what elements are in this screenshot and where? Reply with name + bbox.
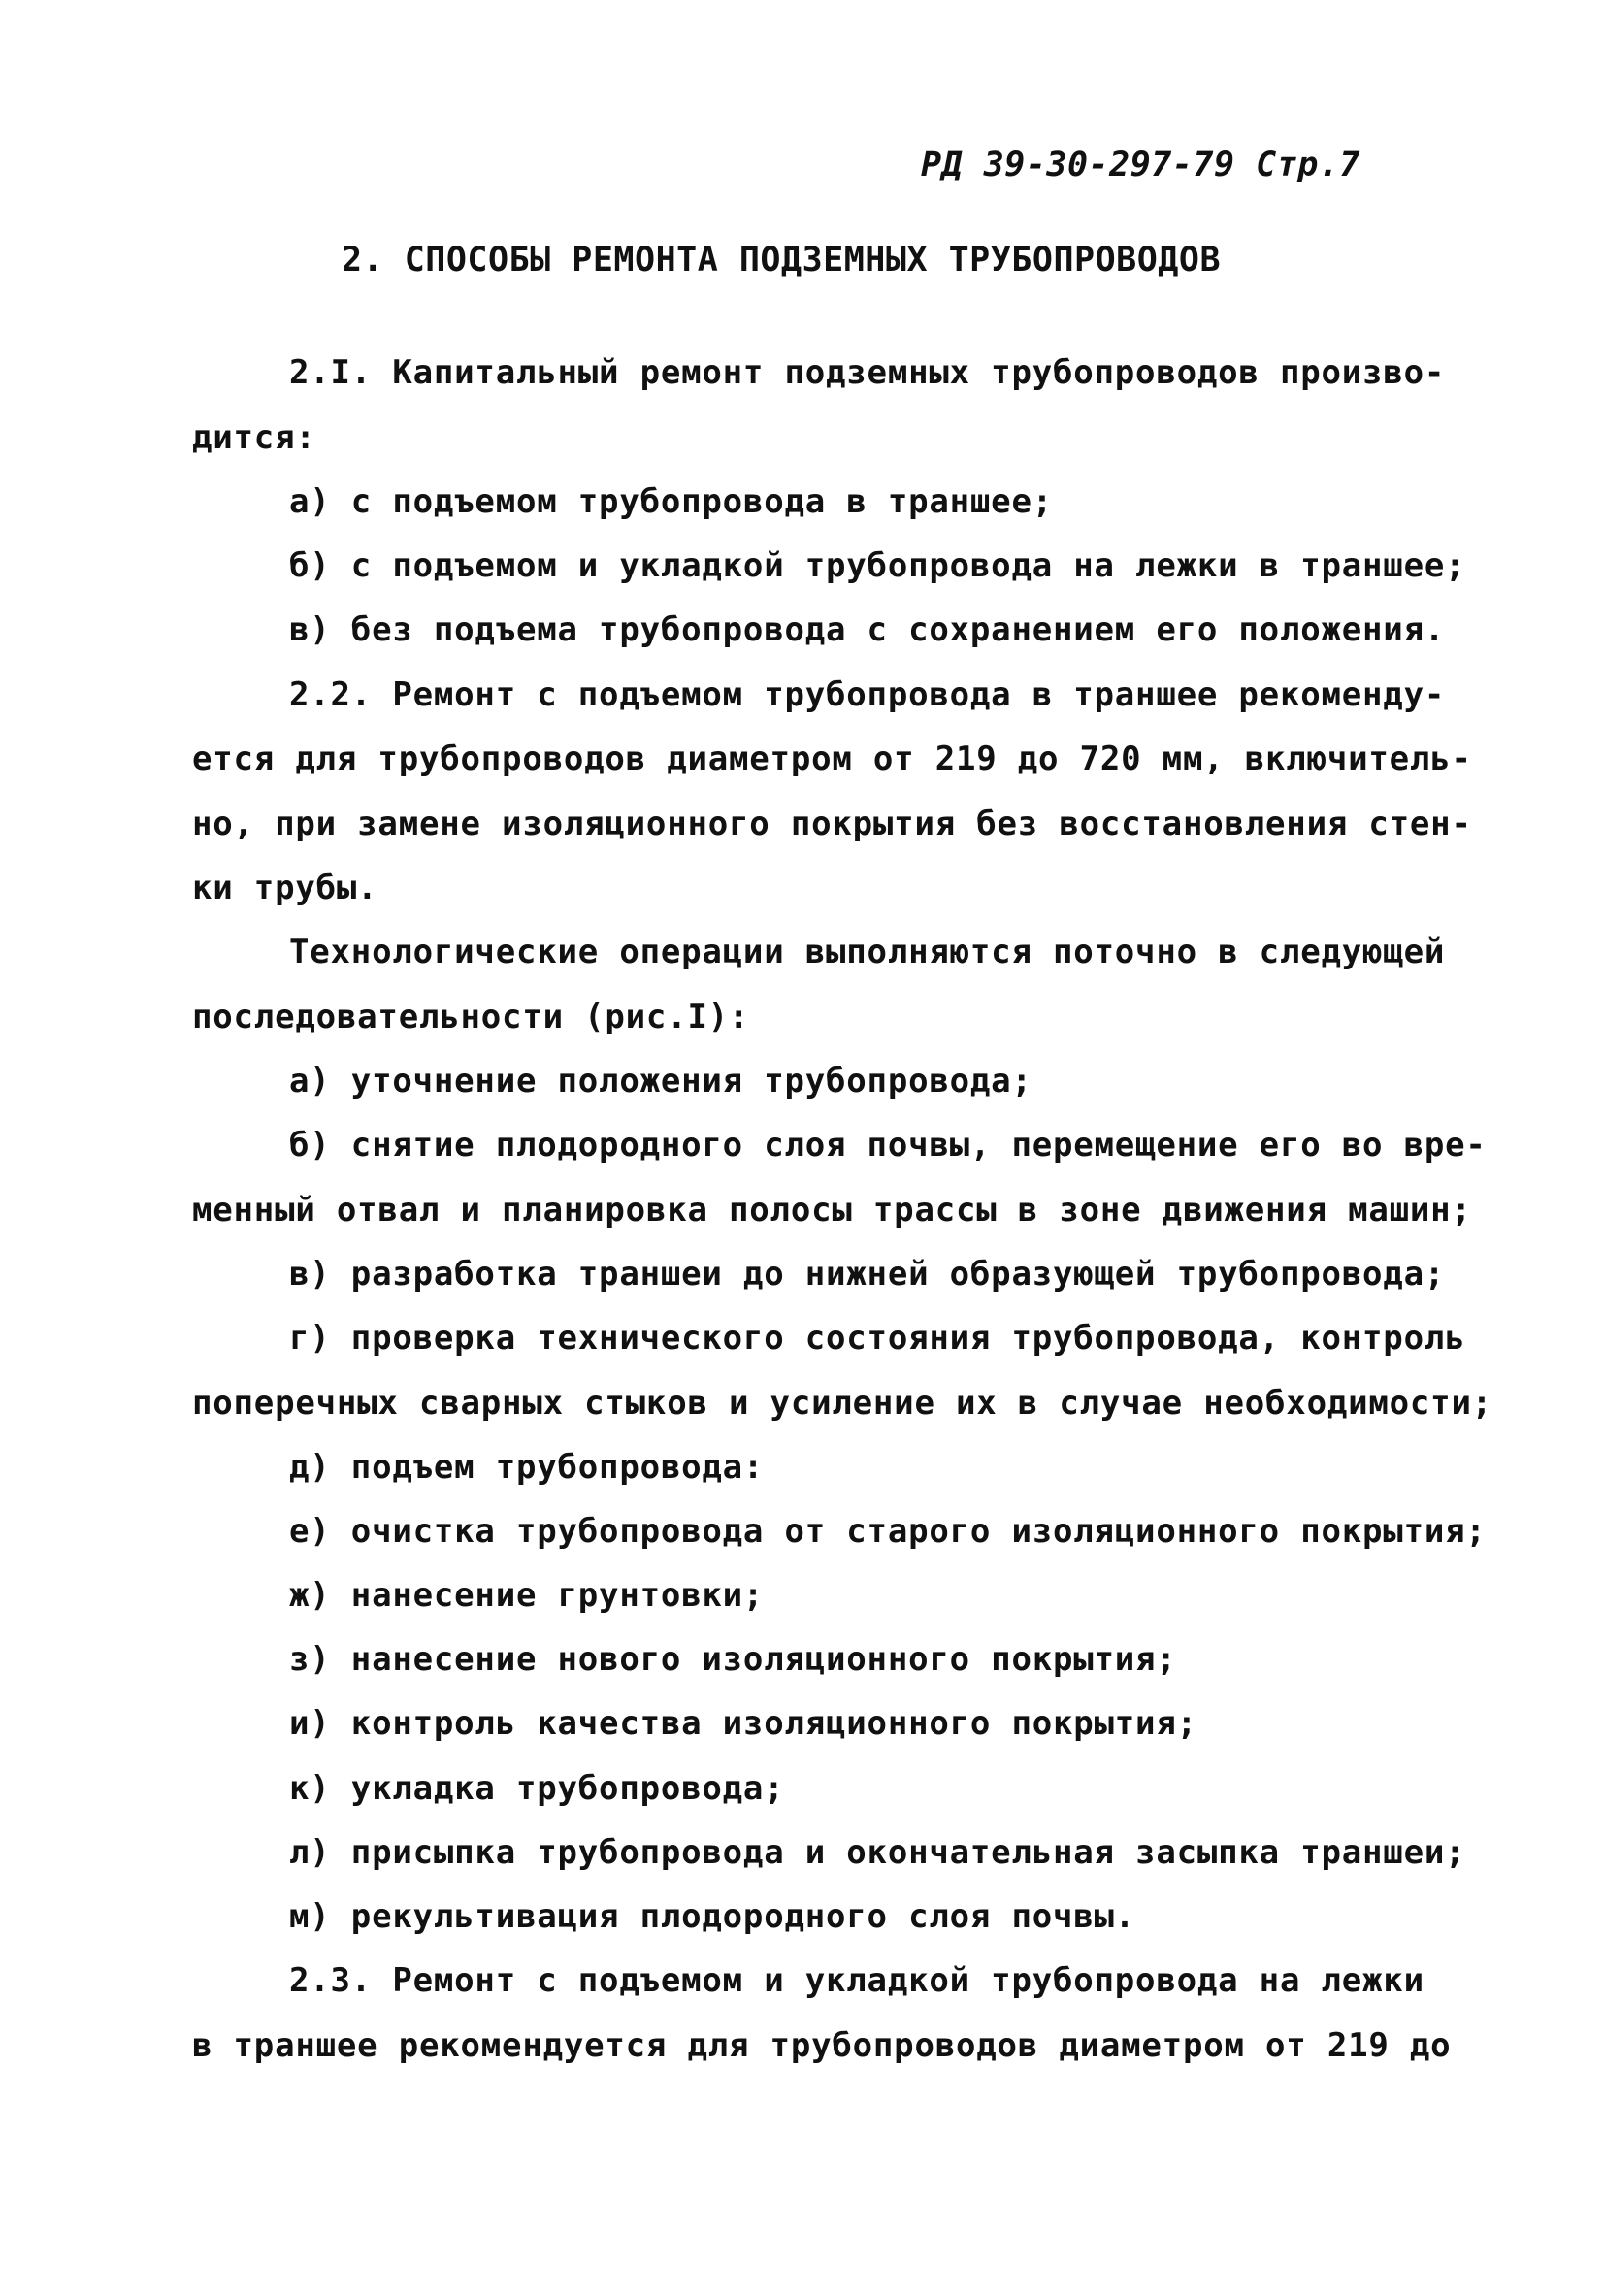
paragraph-2-2-line-2: ется для трубопроводов диаметром от 219 до 720 мм, включитель- bbox=[192, 739, 1472, 778]
operation-g-line-1: г) проверка технического состояния трубопровода, контроль bbox=[289, 1319, 1466, 1358]
list-item-a: а) с подъемом трубопровода в траншее; bbox=[289, 482, 1053, 521]
paragraph-2-2-line-1: 2.2. Ремонт с подъемом трубопровода в траншее рекоменду- bbox=[289, 675, 1446, 714]
list-item-b: б) с подъемом и укладкой трубопровода на лежки в траншее; bbox=[289, 546, 1466, 585]
document-reference-header: РД 39-30-297-79 Стр.7 bbox=[920, 146, 1360, 184]
section-title: 2. СПОСОБЫ РЕМОНТА ПОДЗЕМНЫХ ТРУБОПРОВОДОВ bbox=[342, 241, 1222, 279]
paragraph-2-1-line-2: дится: bbox=[192, 418, 316, 457]
operation-d: д) подъем трубопровода: bbox=[289, 1448, 765, 1487]
operation-b-line-2: менный отвал и планировка полосы трассы в зоне движения машин; bbox=[192, 1191, 1472, 1230]
operation-k: к) укладка трубопровода; bbox=[289, 1769, 785, 1808]
paragraph-2-3-line-2: в траншее рекомендуется для трубопроводов диаметром от 219 до bbox=[192, 2026, 1452, 2065]
paragraph-2-1-line-1: 2.I. Капитальный ремонт подземных трубопроводов произво- bbox=[289, 353, 1446, 392]
paragraph-2-2-line-4: ки трубы. bbox=[192, 869, 378, 907]
operation-g-line-2: поперечных сварных стыков и усиление их в случае необходимости; bbox=[192, 1384, 1492, 1423]
list-item-v: в) без подъема трубопровода с сохранением его положения. bbox=[289, 610, 1446, 649]
paragraph-2-2-line-3: но, при замене изоляционного покрытия без восстановления стен- bbox=[192, 804, 1472, 843]
operation-z: з) нанесение нового изоляционного покрытия; bbox=[289, 1640, 1177, 1679]
operation-m: м) рекультивация плодородного слоя почвы. bbox=[289, 1897, 1136, 1936]
operation-e: е) очистка трубопровода от старого изоляционного покрытия; bbox=[289, 1512, 1487, 1551]
paragraph-2-3-line-1: 2.3. Ремонт с подъемом и укладкой трубопровода на лежки bbox=[289, 1961, 1425, 2000]
operation-i: и) контроль качества изоляционного покрытия; bbox=[289, 1704, 1197, 1743]
operation-zh: ж) нанесение грунтовки; bbox=[289, 1576, 765, 1615]
operation-l: л) присыпка трубопровода и окончательная засыпка траншеи; bbox=[289, 1833, 1466, 1872]
operation-b-line-1: б) снятие плодородного слоя почвы, перемещение его во вре- bbox=[289, 1126, 1487, 1164]
operation-v: в) разработка траншеи до нижней образующей трубопровода; bbox=[289, 1255, 1446, 1294]
operations-intro-line-2: последовательности (рис.I): bbox=[192, 998, 750, 1036]
operation-a: а) уточнение положения трубопровода; bbox=[289, 1062, 1032, 1100]
operations-intro-line-1: Технологические операции выполняются поточно в следующей bbox=[289, 933, 1446, 971]
